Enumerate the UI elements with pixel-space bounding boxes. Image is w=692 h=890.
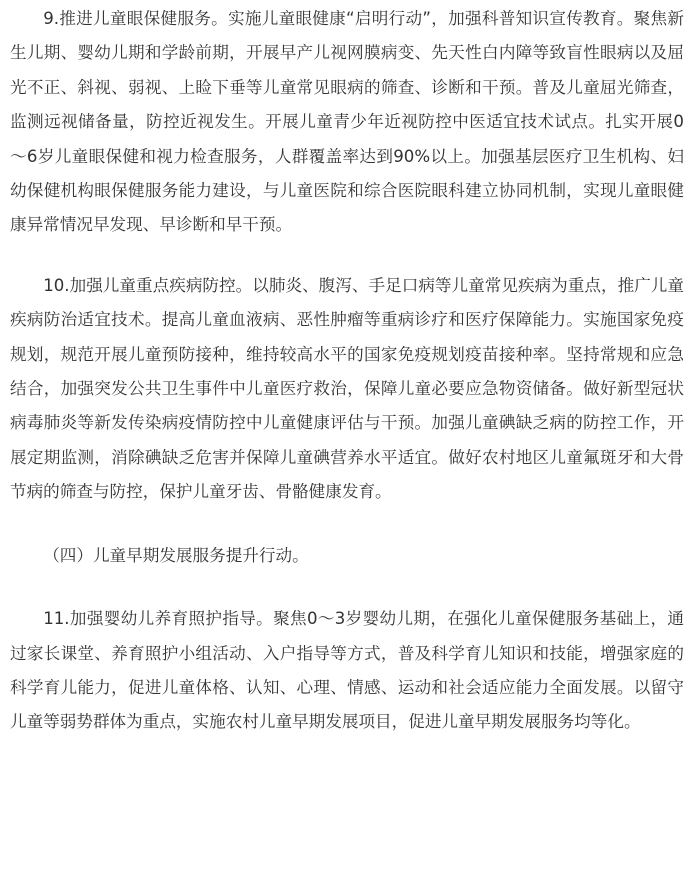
paragraph-disease-prevention: 10.加强儿童重点疾病防控。以肺炎、腹泻、手足口病等儿童常见疾病为重点，推广儿童疾病防治适宜技术。提高儿童血液病、恶性肿瘤等重病诊疗和医疗保障能力。实施国家免疫规划，规范开展儿童预防接种，维持较高水平的国家免疫规划疫苗接种率。坚持常规和应急结合，加强突发公共卫生事件中儿童医疗救治，保障儿童必要应急物资储备。做好新型冠状病毒肺炎等新发传染病疫情防控中儿童健康评估与干预。加强儿童碘缺乏病的防控工作，开展定期监测，消除碘缺乏危害并保障儿童碘营养水平适宜。做好农村地区儿童氟斑牙和大骨节病的筛查与防控，保护儿童牙齿、骨骼健康发育。 — [10, 275, 684, 502]
section-heading-early-development: （四）儿童早期发展服务提升行动。 — [43, 545, 309, 565]
paragraph-eye-health: 9.推进儿童眼保健服务。实施儿童眼健康“启明行动”，加强科普知识宣传教育。聚焦新生儿期、婴幼儿期和学龄前期，开展早产儿视网膜病变、先天性白内障等致盲性眼病以及屈光不正、斜视、弱视、上睑下垂等儿童常见眼病的筛查、诊断和干预。普及儿童屈光筛查，监测远视储备量，防控近视发生。开展儿童青少年近视防控中医适宜技术试点。扎实开展0～6岁儿童眼保健和视力检查服务，人群覆盖率达到90%以上。加强基层医疗卫生机构、妇幼保健机构眼保健服务能力建设，与儿童医院和综合医院眼科建立协同机制，实现儿童眼健康异常情况早发现、早诊断和早干预。 — [10, 9, 684, 235]
paragraph-infant-care-guidance: 11.加强婴幼儿养育照护指导。聚焦0～3岁婴幼儿期，在强化儿童保健服务基础上，通过家长课堂、养育照护小组活动、入户指导等方式，普及科学育儿知识和技能，增强家庭的科学育儿能力，促进儿童体格、认知、心理、情感、运动和社会适应能力全面发展。以留守儿童等弱势群体为重点，实施农村儿童早期发展项目，促进儿童早期发展服务均等化。 — [10, 609, 684, 732]
